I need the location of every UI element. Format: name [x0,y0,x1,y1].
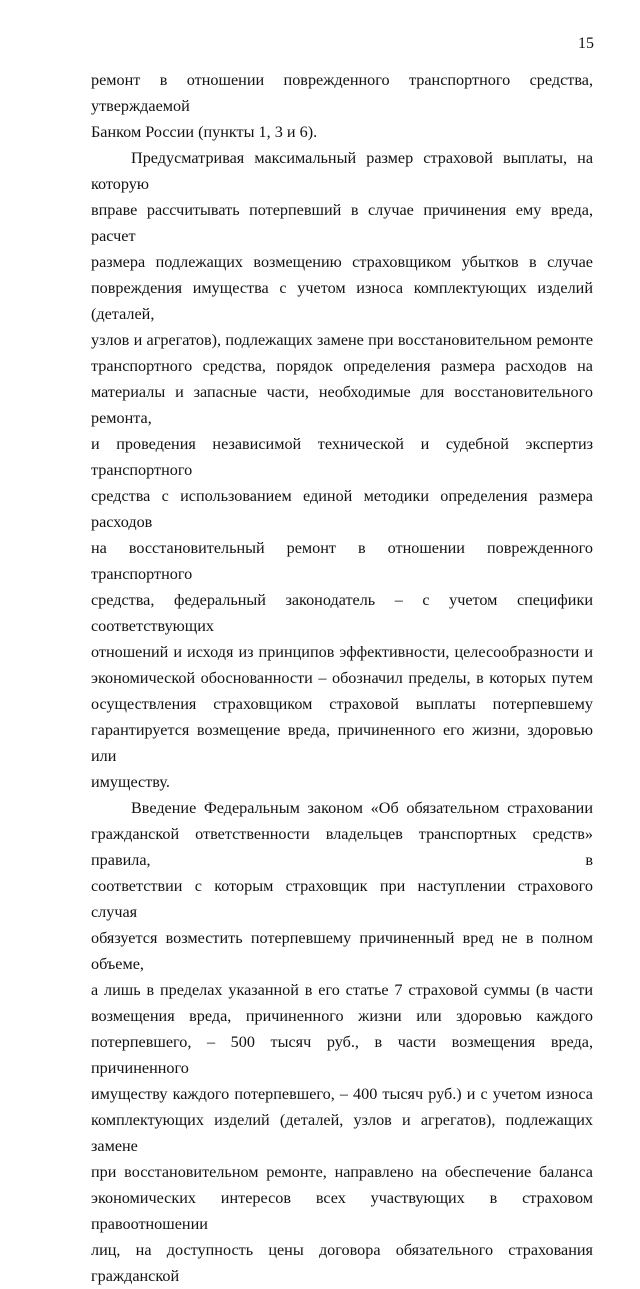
page-number: 15 [578,35,594,52]
text-line: на восстановительный ремонт в отношении поврежденного транспортного [91,539,593,583]
text-line: потерпевшего, – 500 тысяч руб., в части возмещения вреда, причиненного [91,1033,593,1077]
paragraph-1 [91,67,593,145]
text-line: ремонт в отношении поврежденного транспортного средства, утверждаемой [91,71,593,115]
text-line: имуществу каждого потерпевшего, – 400 тысяч руб.) и с учетом износа [91,1085,593,1103]
text-line: средства, федеральный законодатель – с учетом специфики соответствующих [91,591,593,635]
text-line: комплектующих изделий (деталей, узлов и агрегатов), подлежащих замене [91,1111,593,1155]
paragraph-3 [91,795,593,1289]
text-line: повреждения имущества с учетом износа комплектующих изделий (деталей, [91,279,593,323]
text-line: Предусматривая максимальный размер страховой выплаты, на которую [91,149,593,193]
text-line: лиц, на доступность цены договора обязательного страхования гражданской [91,1241,593,1285]
text-line: обязуется возместить потерпевшему причиненный вред не в полном объеме, [91,929,593,973]
text-line: средства с использованием единой методики определения размера расходов [91,487,593,531]
text-line: при восстановительном ремонте, направлено на обеспечение баланса [91,1163,593,1181]
text-line: и проведения независимой технической и судебной экспертиз транспортного [91,435,593,479]
document-body [91,67,593,1289]
text-line: отношений и исходя из принципов эффективности, целесообразности и [91,643,593,661]
text-line: транспортного средства, порядок определения размера расходов на [91,357,593,375]
text-line: вправе рассчитывать потерпевший в случае причинения ему вреда, расчет [91,201,593,245]
text-line: материалы и запасные части, необходимые для восстановительного ремонта, [91,383,593,427]
text-line: Банком России (пункты 1, 3 и 6). [91,123,318,141]
text-line: а лишь в пределах указанной в его статье 7 страховой суммы (в части [91,981,593,999]
paragraph-2 [91,145,593,795]
text-line: возмещения вреда, причиненного жизни или здоровью каждого [91,1007,593,1025]
text-line: экономических интересов всех участвующих в страховом правоотношении [91,1189,593,1233]
text-line: Введение Федеральным законом «Об обязательном страховании [131,799,593,817]
text-line: гарантируется возмещение вреда, причиненного его жизни, здоровью или [91,721,593,765]
text-line: гражданской ответственности владельцев транспортных средств» правила, в [91,825,593,869]
text-line: экономической обоснованности – обозначил пределы, в которых путем [91,669,593,687]
text-line: осуществления страховщиком страховой выплаты потерпевшему [91,695,593,713]
text-line: соответствии с которым страховщик при наступлении страхового случая [91,877,593,921]
text-line: размера подлежащих возмещению страховщиком убытков в случае [91,253,593,271]
text-line: узлов и агрегатов), подлежащих замене при восстановительном ремонте [91,331,593,349]
text-line: имуществу. [91,773,170,791]
